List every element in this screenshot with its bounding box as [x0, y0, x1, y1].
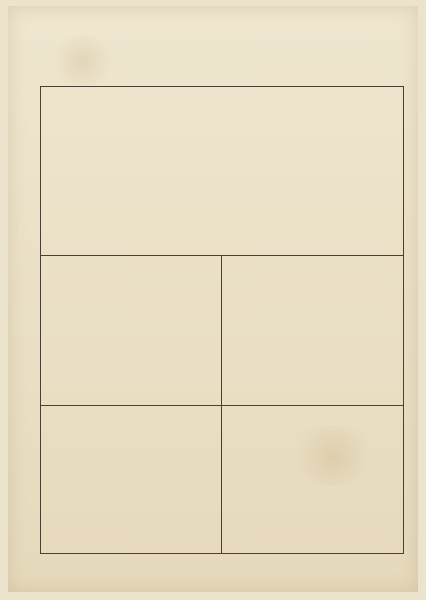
panel-middle-right [227, 261, 397, 401]
bottom-column-divider [221, 405, 222, 553]
paper-sheet [8, 6, 418, 592]
panel-bottom-right [227, 411, 397, 549]
handwritten-page-frame [40, 86, 404, 554]
panel-top [47, 93, 397, 251]
section-divider [41, 255, 403, 256]
panel-middle-left [47, 261, 217, 401]
middle-column-divider [221, 255, 222, 405]
paper-stain [48, 36, 118, 86]
panel-bottom-left [47, 411, 217, 549]
section-divider [41, 405, 403, 406]
